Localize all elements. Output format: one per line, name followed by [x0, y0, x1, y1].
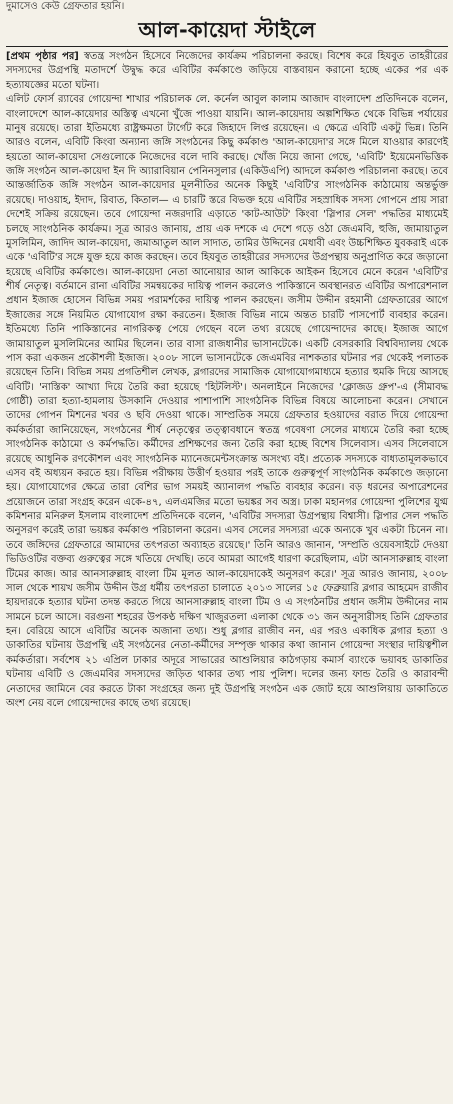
- headline-divider: [6, 46, 448, 47]
- article-body: [6, 50, 448, 711]
- paragraph-main: এলিট ফোর্স র‍্যাবের গোয়েন্দা শাখার পরিচালক লে. কর্নেল আবুল কালাম আজাদ বাংলাদেশ প্রতিদিনকে বলেন, বাংলাদেশে আল-কায়েদার অস্তিত্ব এখনো খুঁজে পাওয়া যায়নি। আল-কায়েদায় অল্পশিক্ষিত থেকে বিভিন্ন পর্যায়ের মানুষ রয়েছে। তারা ইতিমধ্যে রাষ্ট্রক্ষমতা টার্গেট করে জিহাদে লিপ্ত রয়েছেন। এ ক্ষেত্রে এবিটি একটু ভিন্ন। তিনি আরও বলেন, এবিটি কিংবা অন্যান্য জঙ্গি সংগঠনের কিছু কর্মকাণ্ড 'আল-কায়েদা'র সঙ্গে মিলে যাওয়ার কারণেই হয়তো আল-কায়েদা সেগুলোকে নিজেদের বলে দাবি করছে। খোঁজ নিয়ে জানা গেছে, 'এবিটি' ইয়েমেনভিত্তিক জঙ্গি সংগঠন আল-কায়েদা ইন দি অ্যারাবিয়ান পেনিনসুলার (একিউএপি) আদলে কর্মকাণ্ড পরিচালনা করছে। তবে আন্তর্জাতিক জঙ্গি সংগঠন আল-কায়েদার মূলনীতির অনেক কিছুই 'এবিটি'র সাংগঠনিক কাঠামোয় অন্তর্ভুক্ত রয়েছে। দাওয়াহ, ইদাদ, রিবাত, কিতাল— এ চারটি স্তরে বিভক্ত হয়ে এবিটির সহস্রাধিক সদস্য গোপনে প্রায় সারা দেশেই সক্রিয় রয়েছেন। তবে গোয়েন্দা নজরদারি এড়াতে 'কাট-আউট' কিংবা 'স্লিপার সেল' পদ্ধতির মাধ্যমেই চলছে সাংগঠনিক কার্যক্রম। সূত্র আরও জানায়, প্রায় এক দশকে এ দেশে গড়ে ওঠা জেএমবি, হুজি, জামায়াতুল মুসলিমিন, জাদিদ আল-কায়েদা, জমাআতুল আল সাদাত, তামির উদ্দিনের মেধাবী এবং উচ্চশিক্ষিত যুবকরাই একে একে 'এবিটি'র সঙ্গে যুক্ত হয়ে কাজ করছেন। তবে হিযবুত তাহরীরের সদস্যদের উগ্রপন্থায় অনুপ্রাণিত করে জড়ানো হয়েছে এবিটির কর্মকাণ্ডে। আল-কায়েদা নেতা আনোয়ার আল আকিকে আইকন হিসেবে মেনে করেন 'এবিটি'র শীর্ষ নেতৃত্ব। বর্তমানে রানা এবিটির সমন্বয়কের দায়িত্ব পালন করলেও পাকিস্তানে অবস্থানরত এবিটির অপারেশনাল প্রধান ইজাজ হোসেন বিভিন্ন সময় পরামর্শকের দায়িত্ব পালন করছেন। জসীম উদ্দীন রহমানী গ্রেফতারের আগে ইজাজের সঙ্গে নিয়মিত যোগাযোগ রক্ষা করতেন। ইজাজ বিভিন্ন নামে অন্তত চারটি পাসপোর্ট ব্যবহার করেন। ইতিমধ্যে তিনি পাকিস্তানের নাগরিকত্ব পেয়ে গেছেন বলে তথ্য রয়েছে গোয়েন্দাদের কাছে। ইজাজ আগে জামায়াতুল মুসলিমিনের আমির ছিলেন। তার বাসা রাজধানীর ভাসানটেকে। একটি বেসরকারি বিশ্ববিদ্যালয় থেকে পাস করা একজন প্রকৌশলী ইজাজ। ২০০৮ সালে ভাসানটেকে জেএমবির নাশকতার ঘটনার পর থেকেই পলাতক রয়েছেন তিনি। বিভিন্ন সময় প্রগতিশীল লেখক, ব্লগারদের সামাজিক যোগাযোগমাধ্যমে হত্যার হুমকি দিয়ে আসছে এবিটি। 'নাস্তিক' আখ্যা দিয়ে তৈরি করা হয়েছে 'হিটলিস্ট'। অনলাইনে নিজেদের 'ক্লোজড গ্রুপ'-এ (সীমাবদ্ধ গোষ্ঠী) তারা হত্যা-হামলায় উসকানি দেওয়ার পাশাপাশি সাংগঠনিক বিভিন্ন বিষয়ে আলোচনা করেন। সেখানে তাদের গোপন মিশনের খবর ও ছবি দেওয়া থাকে। সাম্প্রতিক সময়ে গ্রেফতার হওয়াদের বরাত দিয়ে গোয়েন্দা কর্মকর্তারা জানিয়েছেন, সংগঠনের শীর্ষ নেতৃত্বের তত্ত্বাবধানে স্বতন্ত্র গবেষণা সেলের মাধ্যমে তৈরি করা হচ্ছে সাংগঠনিক কাঠামো ও কর্মপদ্ধতি। কর্মীদের প্রশিক্ষণের জন্য তৈরি করা হচ্ছে বিশেষ সিলেবাস। এসব সিলেবাসে রয়েছে আধুনিক রণকৌশল এবং সাংগঠনিক ম্যানেজমেন্টসংক্রান্ত অসংখ্য বই। প্রত্যেক সদস্যকে বাধ্যতামূলকভাবে এসব বই অধ্যয়ন করতে হয়। বিভিন্ন পরীক্ষায় উত্তীর্ণ হওয়ার পরই তাকে গুরুত্বপূর্ণ সাংগঠনিক কর্মকাণ্ডে জড়ানো হয়। যোগাযোগের ক্ষেত্রে তারা বেশির ভাগ সময়ই অ্যানালগ পদ্ধতি ব্যবহার করেন। বড় ধরনের অপারেশনের প্রয়োজনে তারা সংগ্রহ করেন একে-৪৭, এলএমজির মতো ভয়ঙ্কর সব অস্ত্র। ঢাকা মহানগর গোয়েন্দা পুলিশের যুগ্ম কমিশনার মনিরুল ইসলাম বাংলাদেশ প্রতিদিনকে বলেন, 'এবিটির সদস্যরা উগ্রপন্থায় বিশ্বাসী। স্লিপার সেল পদ্ধতি অনুসরণ করেই তারা ভয়ঙ্কর কর্মকাণ্ড পরিচালনা করেন। এসব সেলের সদস্যরা একে অন্যকে খুব একটা চিনেন না। তবে জঙ্গিদের গ্রেফতারে আমাদের তৎপরতা অব্যাহত রয়েছে।' তিনি আরও জানান, 'সম্প্রতি ওয়েবসাইটে দেওয়া ভিডিওটির বক্তব্য গুরুত্বের সঙ্গে খতিয়ে দেখছি। তবে আমরা আগেই ধারণা করেছিলাম, এটা আনসারুল্লাহ বাংলা টিমের কাজ। আর আনসারুল্লাহ বাংলা টিম মূলত আল-কায়েদাকেই অনুসরণ করে।' সূত্র আরও জানায়, ২০০৮ সাল থেকে শায়খ জসীম উদ্দীন উগ্র ধর্মীয় তৎপরতা চালাতে ২০১৩ সালের ১৫ ফেব্রুয়ারি ব্লগার আহমেদ রাজীব হায়দারকে হত্যার ঘটনা তদন্ত করতে গিয়ে আনসারুল্লাহ বাংলা টিম ও এ সংগঠনটির প্রধান জসীম উদ্দীনের নাম সামনে চলে আসে। বরগুনা শহরের উপকণ্ঠ দক্ষিণ খাজুরতলা এলাকা থেকে ৩১ জন অনুসারীসহ তিনি গ্রেফতার হন। বেরিয়ে আসে এবিটির অনেক অজানা তথ্য। শুধু ব্লগার রাজীব নন, এর পরও একাধিক ব্লগার হত্যা ও ডাকাতির ঘটনায় উগ্রপন্থি এই সংগঠনের নেতা-কর্মীদের সম্পৃক্ত থাকার কথা জানান গোয়েন্দা সংস্থার দায়িত্বশীল কর্মকর্তারা। সর্বশেষ ২১ এপ্রিল ঢাকার অদূরে সাভারের আশুলিয়ার কাঠগড়ায় কমার্স ব্যাংকে ভয়াবহ ডাকাতির ঘটনায় এবিটি ও জেএমবির সদস্যদের জড়িত থাকার তথ্য পায় পুলিশ। দলের জন্য ফান্ড তৈরি ও কারাবন্দী নেতাদের জামিনে বের করতে টাকা সংগ্রহের জন্য দুই উগ্রপন্থি সংগঠন এক জোট হয়ে আশুলিয়ায় ডাকাতিতে অংশ নেয় বলে গোয়েন্দাদের কাছে তথ্য রয়েছে।: [6, 94, 448, 709]
- headline: আল-কায়েদা স্টাইলে: [138, 18, 316, 42]
- paragraph-intro: স্বতন্ত্র সংগঠন হিসেবে নিজেদের কার্যক্রম পরিচালনা করছে। বিশেষ করে হিযবুত তাহরীরের সদস্যদের উগ্রপন্থি মতাদর্শে উদ্বুদ্ধ করে এবিটির কর্মকাণ্ডে জড়িয়ে বাস্তবায়ন করানো হচ্ছে একের পর এক হত্যাযজ্ঞের মতো ঘটনা।: [6, 51, 449, 91]
- continuation-label: [প্রথম পৃষ্ঠার পর]: [6, 51, 79, 62]
- previous-article-fragment: দুমাসেও কেউ গ্রেফতার হয়নি।: [6, 1, 125, 12]
